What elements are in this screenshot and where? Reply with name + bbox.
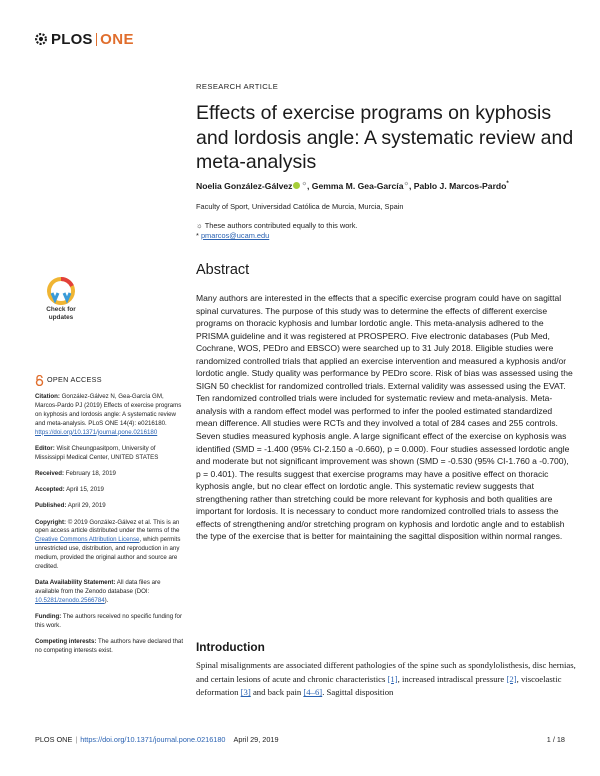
copyright: Copyright: © 2019 González-Gálvez et al. This is an open access article distributed under the terms of the Creative Commons Attribution License, which permits unrestricted use, distribution, and reproduction in any medium, provided the original author and source are credited. [35, 518, 181, 571]
plos-gear-icon [34, 32, 48, 46]
zenodo-doi-link[interactable]: 10.5281/zenodo.2566784 [35, 597, 105, 605]
check-for-updates-badge[interactable] [35, 277, 95, 328]
introduction-text: Spinal misalignments are associated different pathologies of the spine such as spondylolisthesis, disc hernias, and certain lesions of acute and chronic characteristics [1], increased intradiscal pressure [2], viscoelastic deformation [3] and back pain [4–6]. Sagittal disposition [196, 660, 576, 697]
reference-link[interactable]: [3] [240, 687, 251, 697]
author-name[interactable]: Pablo J. Marcos-Pardo [413, 181, 507, 191]
article-title: Effects of exercise programs on kyphosis and lordosis angle: A systematic review and meta-analysis [196, 102, 574, 173]
equal-contribution-note: ☼ These authors contributed equally to this work. [196, 221, 358, 230]
footer-journal: PLOS ONE [35, 735, 73, 744]
open-lock-icon [35, 375, 44, 386]
citation: Citation: González-Gálvez N, Gea-García GM, Marcos-Pardo PJ (2019) Effects of exercise programs on kyphosis and lordosis angle: A systematic review and meta-analysis. PLoS ONE 14(4): e0216180. https://doi.org/10.1371/journal.pone.0216180 [35, 393, 182, 436]
footer-date: April 29, 2019 [233, 735, 279, 744]
author-marks: * [506, 181, 509, 188]
page-number: 1 / 18 [546, 735, 565, 744]
author-name[interactable]: Noelia González-Gálvez [196, 181, 293, 191]
accepted-date: Accepted: April 15, 2019 [35, 486, 104, 494]
author-marks: ☼ [301, 181, 307, 188]
email-link[interactable]: pmarcos@ucam.edu [200, 231, 270, 240]
email-marker: * [196, 231, 201, 240]
reference-link[interactable]: [2] [506, 673, 517, 684]
reference-link[interactable]: [1] [387, 673, 398, 684]
author-marks: ☼ [403, 181, 409, 188]
introduction-heading: Introduction [196, 640, 265, 654]
crossmark-icon [35, 277, 87, 307]
corresponding-email [196, 231, 269, 240]
article-type: RESEARCH ARTICLE [196, 82, 279, 91]
footer-doi-link[interactable]: https://doi.org/10.1371/journal.pone.0216180 [80, 735, 226, 744]
published-date: Published: April 29, 2019 [35, 502, 106, 510]
author-list: Noelia González-Gálvez ☼, Gemma M. Gea-García☼, Pablo J. Marcos-Pardo* [196, 181, 509, 191]
logo-one-text: ONE [100, 30, 134, 48]
data-availability: Data Availability Statement: All data files are available from the Zenodo database (DOI: 10.5281/zenodo.2566784). [35, 579, 161, 605]
orcid-icon[interactable] [293, 182, 300, 189]
logo-plos-text: PLOS [51, 30, 93, 48]
logo-divider [96, 33, 98, 46]
citation-doi-link[interactable]: https://doi.org/10.1371/journal.pone.0216180 [35, 428, 158, 436]
open-access-label: OPEN ACCESS [35, 375, 185, 386]
check-updates-label: Check for updates [46, 306, 76, 321]
funding: Funding: The authors received no specific funding for this work. [35, 613, 183, 630]
editor: Editor: Wisit Cheungpasitporn, University of Mississippi Medical Center, UNITED STATES [35, 444, 159, 461]
reference-link[interactable]: [4–6] [303, 687, 323, 697]
affiliation: Faculty of Sport, Universidad Católica de Murcia, Murcia, Spain [196, 202, 404, 211]
author-name[interactable]: Gemma M. Gea-García [311, 181, 404, 191]
abstract-text: Many authors are interested in the effects that a specific exercise program could have on sagittal spinal curvatures. The purpose of this study was to determine the effects of different exercise programs on thoracic kyphosis and lumbar lordotic angle. This meta-analysis adhered to the PRISMA guideline and it was registered at PROSPERO. Five electronic databases (Pub Med, Cochrane, WOS, PEDro and EBSCO) were searched up to 31 July 2018. Eligible studies were randomized controlled trials that applied an exercise intervention and measured a kyphosis and/or lordotic angle. Study quality was performance by PEDro score. Risk of bias was assessed using the SIGN 50 checklist for randomized controlled trials. External validity was assessed using the EVAT. Ten randomized controlled trials were included for systematic review and meta-analysis. Meta-analysis with a random effect model was performed to infer the pooled estimated standardized mean difference. All studies were RCTs and they involved a total of 284 cases and 255 controls. Seven studies measured kyphosis angle. A large significant effect of the exercise on kyphosis was identified (SMD = -1.400 (95% CI-2.150 a -0.660), p = 0.000). Four studies assessed lordotic angle and moderate but not significant improvement was shown (SMD = -0.530 (95% CI-1.760 a -0.700), p = 0.401). The results suggest that exercise programs may have a positive effect on thoracic kyphosis angle, but no clear effect on lordotic angle. This systematic review suggests that strengthening rather than stretching could be more relevant for kyphosis and both qualities are important for lordosis. It is necessary to conduct more randomized controlled trials to assess the effects of strengthening and/or stretching program on kyphosis and lordotic angle and to establish the type of the exercise that is better for maintaining the sagittal disposition within normal ranges. [196, 293, 573, 542]
abstract-heading: Abstract [196, 262, 250, 278]
license-link[interactable]: Creative Commons Attribution License [35, 536, 140, 544]
received-date: Received: February 18, 2019 [35, 469, 116, 477]
article-sidebar [35, 375, 185, 664]
competing-interests: Competing interests: The authors have declared that no competing interests exist. [35, 638, 184, 655]
page-footer: PLOS ONE | https://doi.org/10.1371/journal.pone.0216180 April 29, 2019 1 / 18 [35, 735, 565, 744]
plos-one-logo [34, 30, 134, 48]
